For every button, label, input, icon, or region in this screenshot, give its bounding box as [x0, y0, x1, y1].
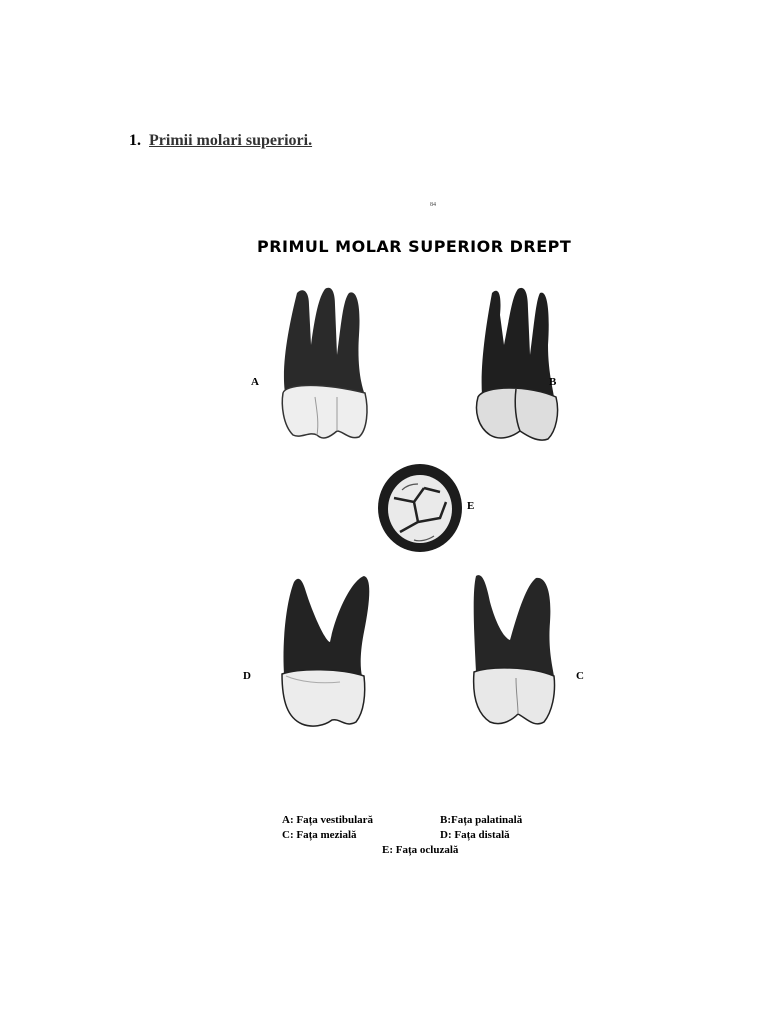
tooth-view-b-illustration — [470, 285, 560, 445]
figure-label-a: A — [251, 376, 259, 388]
tooth-view-c-illustration — [460, 572, 560, 732]
legend-c: C: Fața mezială — [282, 829, 357, 841]
heading-number: 1. — [129, 132, 141, 149]
legend-a: A: Fața vestibulară — [282, 814, 374, 826]
figure-label-b: B — [549, 376, 557, 388]
heading-title: Primii molari superiori. — [149, 132, 313, 149]
tooth-view-d-illustration — [270, 572, 380, 732]
figure-label-e: E — [467, 500, 475, 512]
figure-label-d: D — [243, 670, 251, 682]
page-number: 84 — [430, 202, 436, 208]
tooth-view-a-illustration — [275, 285, 375, 445]
figure-title: PRIMUL MOLAR SUPERIOR DREPT — [257, 237, 572, 256]
legend-d: D: Fața distală — [440, 829, 510, 841]
figure-label-c: C — [576, 670, 584, 682]
legend-e: E: Fața ocluzală — [382, 844, 459, 856]
section-heading — [129, 132, 312, 150]
tooth-view-e-illustration — [374, 462, 466, 554]
legend-b: B:Fața palatinală — [440, 814, 523, 826]
